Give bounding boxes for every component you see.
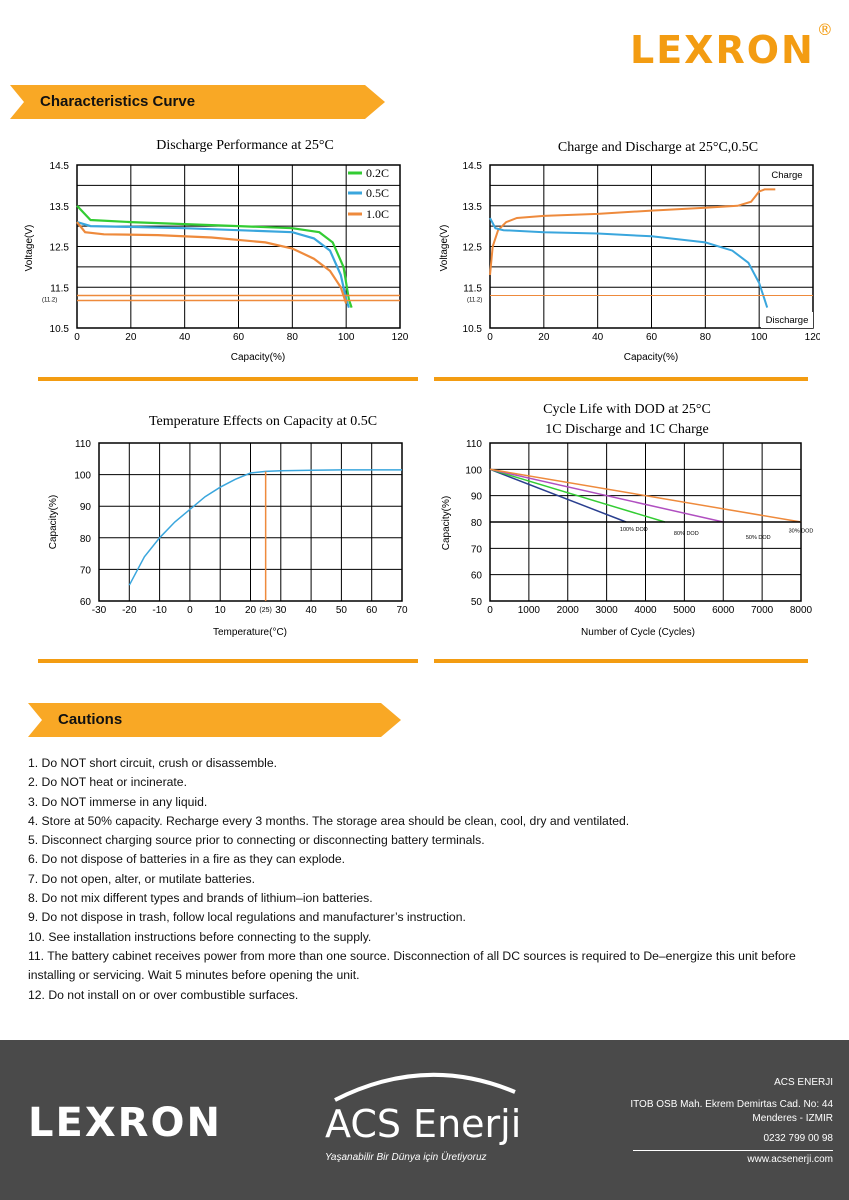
characteristics-banner [10,85,385,119]
caution-item: 10. See installation instructions before connecting to the supply. [28,929,372,944]
footer-lexron-logo: LEXRON [28,1100,222,1146]
dod-label: 30% DOD [788,528,814,535]
dod-label: 50% DOD [745,535,771,542]
discharge-chart [20,130,420,370]
x-tick-label: 100 [750,332,768,343]
acs-logo-text: ACS Enerji [325,1102,522,1146]
acs-arc-icon [330,1062,520,1102]
x-tick-label: 20 [244,605,257,616]
x-tick-label: 100 [337,332,355,343]
logo-text: LEXRON [630,28,815,72]
x-axis-label: Capacity(%) [230,352,286,363]
y-tick-label: 11.5 [463,283,482,295]
y-tick-label: 90 [470,491,482,503]
x-tick-label: 5000 [673,605,696,616]
divider [434,377,808,381]
y-tick-label: 110 [75,439,91,450]
x-tick-label: -20 [122,605,137,616]
divider [434,659,808,663]
x-tick-label: 20 [125,332,137,343]
x-axis-label: Number of Cycle (Cycles) [581,627,695,638]
x-tick-label: 80 [699,332,711,343]
y-tick-label: 100 [465,465,482,477]
y-tick-label: 10.5 [462,324,482,335]
x-tick-label: 8000 [789,605,813,616]
x-tick-label: 20 [538,332,550,343]
phone: 0232 799 00 98 [763,1133,833,1144]
divider [38,377,418,381]
y-axis-label: Voltage(V) [24,224,35,272]
y-tick-label: 60 [470,570,482,582]
x-tick-label: 0 [487,605,493,616]
x-tick-label: 80 [286,332,298,343]
x-tick-label: 7000 [751,605,774,616]
series-line-discharge [490,218,767,308]
y-tick-label: 12.5 [49,242,69,254]
x-tick-label: 0 [487,332,493,343]
y-tick-label: 70 [470,544,482,556]
y-tick-label: 100 [74,470,91,482]
chart-subtitle: 1C Discharge and 1C Charge [545,422,709,437]
y-axis-label: Capacity(%) [48,494,59,550]
x-tick-label: 30 [275,605,287,616]
chart-title: Cycle Life with DOD at 25°C [543,402,711,417]
x-tick-label: 6000 [712,605,735,616]
caution-item: 6. Do not dispose of batteries in a fire as they can explode. [28,852,346,867]
y-extra-tick: (11.2) [42,297,58,304]
y-axis-label: Capacity(%) [441,495,452,551]
caution-item: 3. Do NOT immerse in any liquid. [28,794,208,809]
x-tick-label: 120 [804,332,820,343]
caution-item: 7. Do not open, alter, or mutilate batteries. [28,871,255,886]
contact-block [630,1076,833,1167]
x-tick-label: 60 [232,332,245,343]
y-tick-label: 90 [79,502,91,514]
x-tick-label: 120 [391,332,409,343]
caution-item: 11. The battery cabinet receives power from more than one source. Disconnection of all DC sources is required to De–energize this unit before installing or servicing. Wait 5 minutes before opening the unit. [28,948,796,983]
y-tick-label: 14.5 [462,161,482,172]
chart-title: Temperature Effects on Capacity at 0.5C [148,414,378,429]
footer [0,1040,849,1200]
caution-item: 4. Store at 50% capacity. Recharge every 3 months. The storage area should be clean, cool, dry and ventilated. [28,813,630,828]
charge-label: Charge [771,170,803,181]
y-extra-tick: (11.2) [467,297,483,304]
y-tick-label: 14.5 [49,161,69,172]
x-tick-label: -30 [91,605,107,616]
x-tick-label: 0 [187,605,193,616]
caution-item: 1. Do NOT short circuit, crush or disassemble. [28,756,278,770]
x-axis-label: Capacity(%) [623,352,679,363]
x-tick-label: 50 [335,605,347,616]
cautions-list [28,754,828,1005]
legend-05c: 0.5C [366,186,390,200]
contact-divider [633,1150,833,1151]
y-tick-label: 13.5 [462,201,482,213]
company-name: ACS ENERJI [774,1077,833,1088]
y-tick-label: 10.5 [49,324,69,335]
legend-10c: 1.0C [366,207,390,221]
discharge-label: Discharge [765,315,809,326]
characteristics-heading: Characteristics Curve [40,93,196,110]
y-tick-label: 60 [79,597,91,608]
chart-title: Discharge Performance at 25°C [156,138,334,153]
x-tick-label: 60 [366,605,378,616]
y-tick-label: 11.5 [50,283,69,295]
temperature-chart [40,400,420,645]
cautions-banner [28,703,401,737]
caution-item: 8. Do not mix different types and brands of lithium–ion batteries. [28,891,373,906]
x-tick-label: 70 [396,605,408,616]
y-tick-label: 50 [470,597,482,608]
lexron-logo [630,20,835,72]
divider [38,659,418,663]
y-axis-label: Voltage(V) [439,224,450,272]
charge-discharge-chart [435,130,820,370]
x-tick-label: 4000 [634,605,657,616]
x-tick-label: 40 [179,332,191,343]
y-tick-label: 80 [79,533,91,545]
y-tick-label: 12.5 [462,242,482,254]
y-tick-label: 13.5 [49,201,69,213]
y-tick-label: 70 [79,565,91,577]
legend [342,164,398,224]
cycle-life-chart [435,395,820,645]
dod-label: 100% DOD [619,527,648,534]
x-tick-label: 40 [305,605,317,616]
cautions-heading: Cautions [58,711,123,728]
x-tick-label: 1000 [517,605,540,616]
address-city: Menderes - IZMIR [752,1113,833,1124]
series-line-10c [77,222,346,304]
x-tick-label: -10 [152,605,167,616]
registered-mark: ® [816,20,835,39]
caution-item: 5. Disconnect charging source prior to connecting or disconnecting battery terminals. [28,833,485,848]
legend-02c: 0.2C [366,166,390,180]
caution-item: 9. Do not dispose in trash, follow local regulations and manufacturer’s instruction. [28,910,466,925]
x-tick-label: 40 [592,332,604,343]
x-tick-label: 0 [74,332,80,343]
caution-item: 12. Do not install on or over combustible surfaces. [28,987,299,1002]
y-tick-label: 110 [466,439,482,450]
website-link[interactable]: www.acsenerji.com [747,1154,833,1165]
y-tick-label: 80 [470,518,482,529]
dod-label: 80% DOD [673,531,699,538]
chart-title: Charge and Discharge at 25°C,0.5C [557,140,759,155]
acs-tagline: Yaşanabilir Bir Dünya için Üretiyoruz [325,1152,487,1163]
address-line: ITOB OSB Mah. Ekrem Demirtas Cad. No: 44 [630,1099,833,1110]
x-tick-label: 3000 [595,605,618,616]
x-extra-tick: (25) [259,607,272,614]
x-tick-label: 60 [645,332,658,343]
caution-item: 2. Do NOT heat or incinerate. [28,775,187,790]
x-tick-label: 10 [214,605,226,616]
x-axis-label: Temperature(°C) [212,627,288,638]
x-tick-label: 2000 [556,605,579,616]
